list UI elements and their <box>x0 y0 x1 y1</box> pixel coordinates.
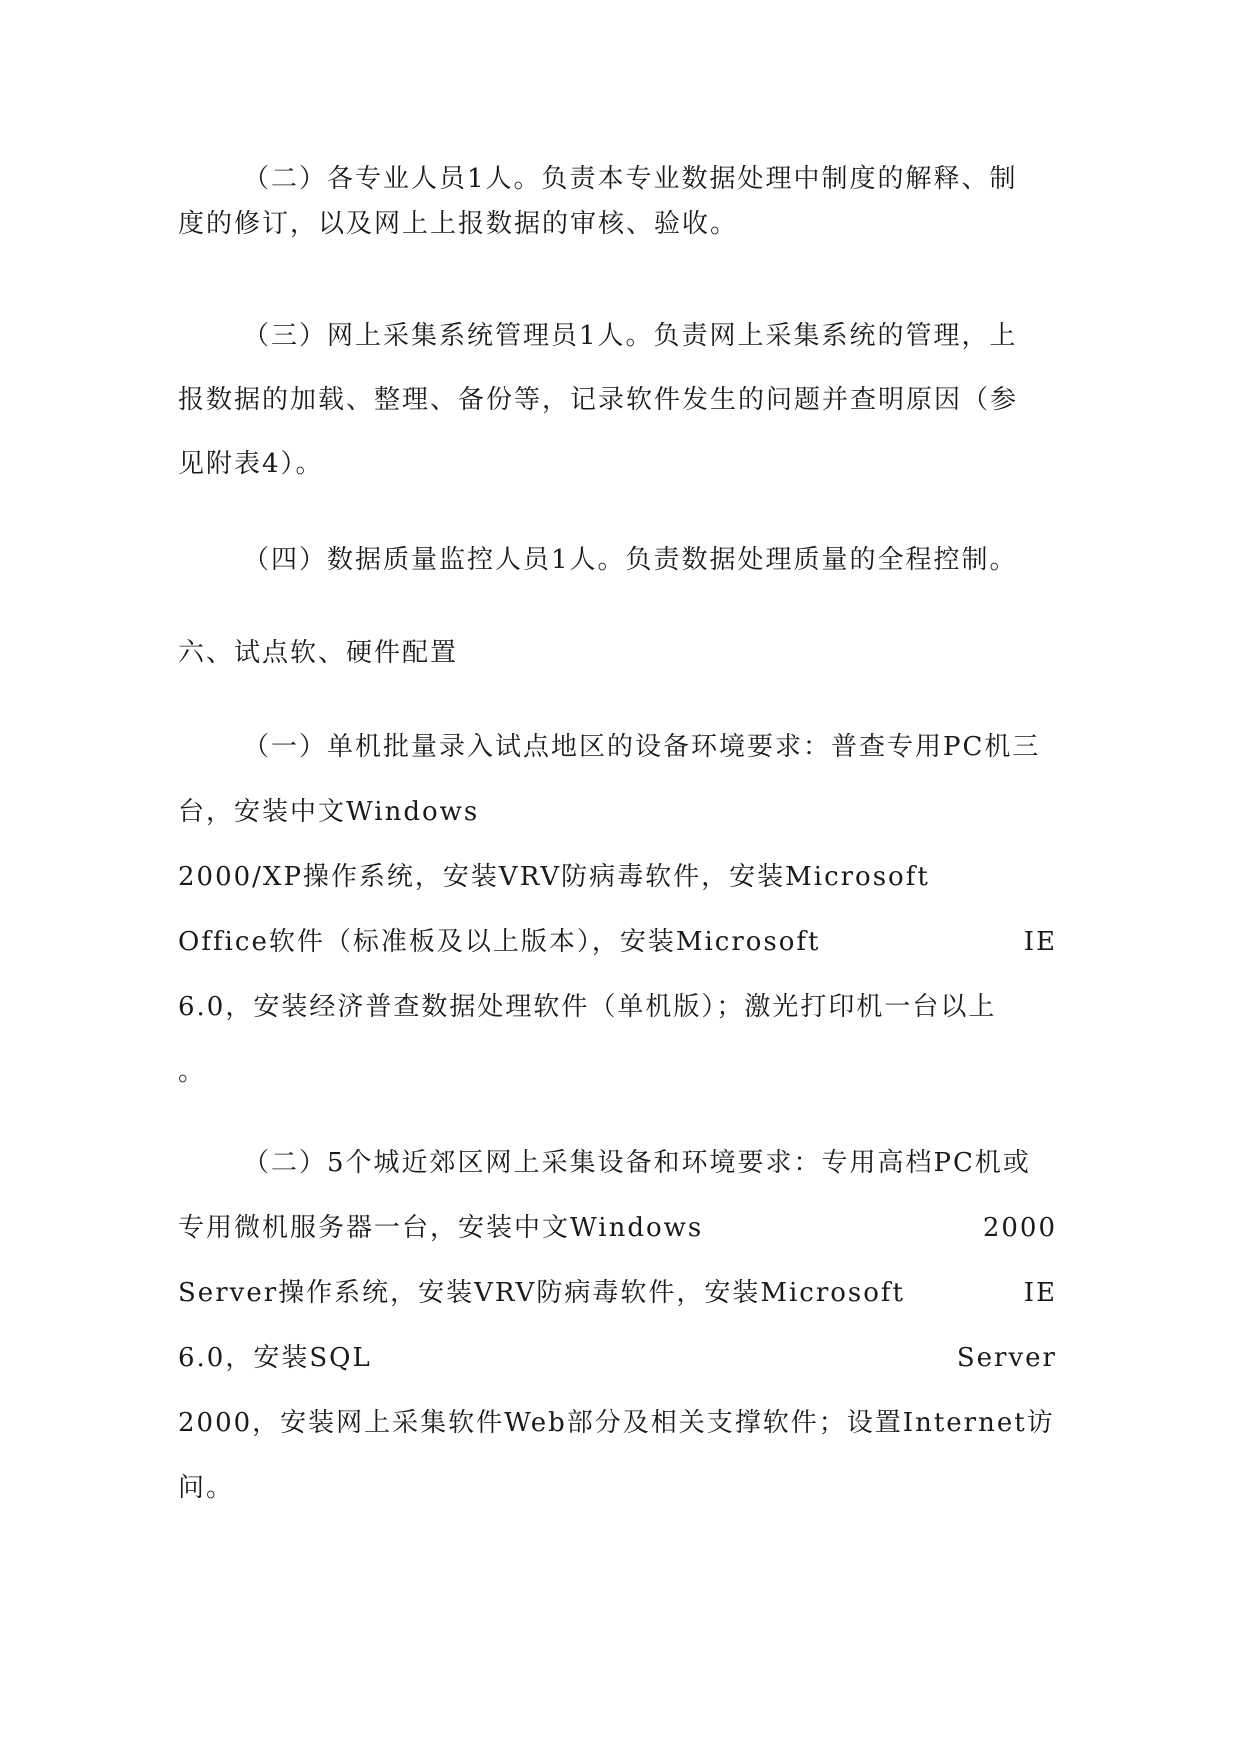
paragraph-line: 2000/XP操作系统，安装VRV防病毒软件，安装Microsoft <box>178 862 930 892</box>
paragraph-line: Server操作系统，安装VRV防病毒软件，安装Microsoft <box>178 1278 905 1308</box>
paragraph-line: 6.0，安装经济普查数据处理软件（单机版）；激光打印机一台以上 <box>178 992 997 1022</box>
paragraph-line: 见附表4）。 <box>178 449 324 479</box>
paragraph-line: （二）各专业人员1人。负责本专业数据处理中制度的解释、制 <box>243 164 1018 194</box>
paragraph-line: Office软件（标准板及以上版本），安装Microsoft <box>178 927 821 957</box>
paragraph-line: 专用微机服务器一台，安装中文Windows <box>178 1213 704 1243</box>
paragraph-line-right: IE <box>1023 927 1057 957</box>
paragraph-line: 。 <box>178 1057 207 1087</box>
paragraph-line: （二）5个城近郊区网上采集设备和环境要求：专用高档PC机或 <box>243 1148 1031 1178</box>
paragraph-line: 报数据的加载、整理、备份等，记录软件发生的问题并查明原因（参 <box>178 385 1019 415</box>
paragraph-line-right: 2000 <box>982 1213 1057 1243</box>
paragraph-line: 台，安装中文Windows <box>178 797 480 827</box>
paragraph-line: （四）数据质量监控人员1人。负责数据处理质量的全程控制。 <box>243 545 1018 575</box>
paragraph-line: （一）单机批量录入试点地区的设备环境要求：普查专用PC机三 <box>243 732 1041 762</box>
paragraph-line: （三）网上采集系统管理员1人。负责网上采集系统的管理，上 <box>243 321 1018 351</box>
paragraph-line-right: Server <box>956 1343 1057 1373</box>
paragraph-line-right: IE <box>1023 1278 1057 1308</box>
paragraph-line: 度的修订，以及网上上报数据的审核、验收。 <box>178 209 739 239</box>
paragraph-line: 6.0，安装SQL <box>178 1343 372 1373</box>
paragraph-line: 2000，安装网上采集软件Web部分及相关支撑软件；设置Internet访 <box>178 1408 1055 1438</box>
paragraph-line: 问。 <box>178 1473 235 1503</box>
section-heading: 六、试点软、硬件配置 <box>178 638 459 668</box>
